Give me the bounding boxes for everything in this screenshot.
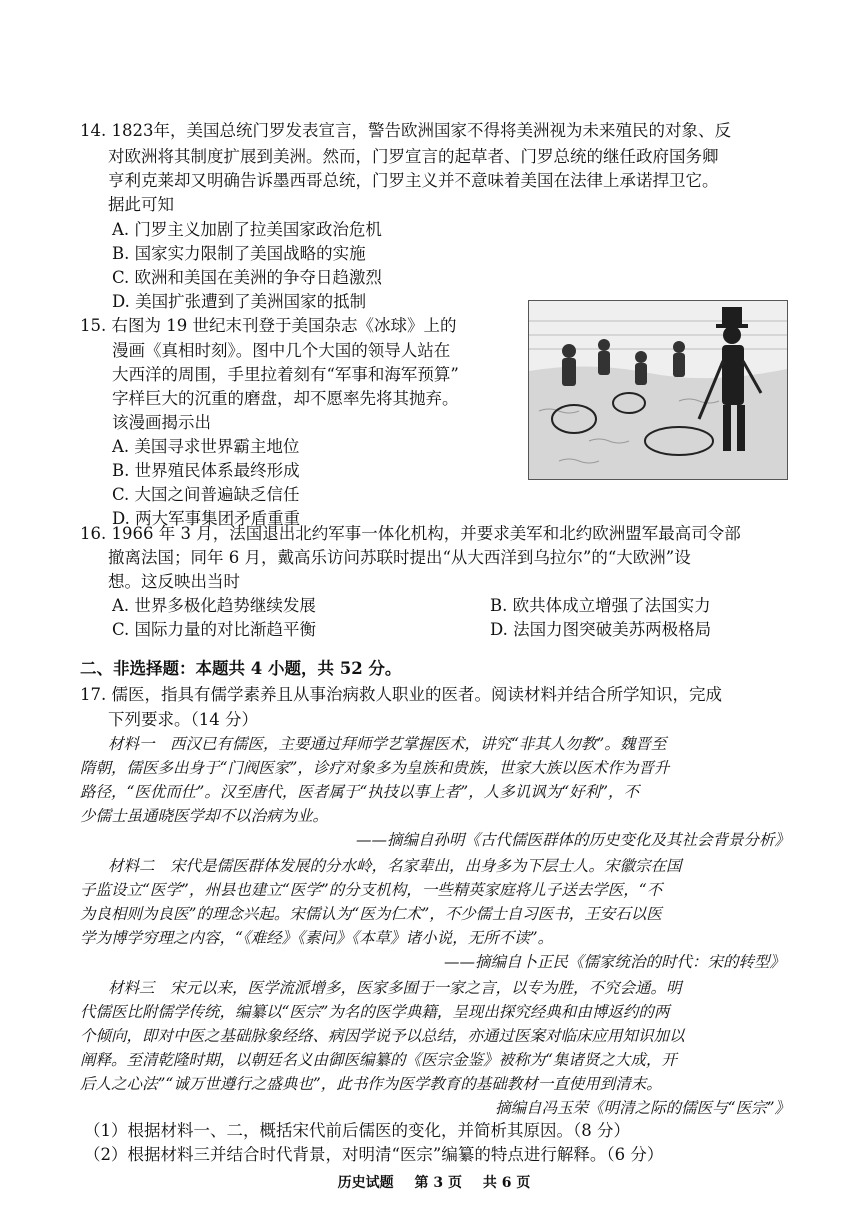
q14-option-d: D. 美国扩张遭到了美洲国家的抵制 bbox=[112, 292, 367, 311]
q14-option-a: A. 门罗主义加剧了拉美国家政治危机 bbox=[112, 220, 382, 239]
political-cartoon-image bbox=[528, 300, 788, 480]
q17-subquestion-2: （2）根据材料三并结合时代背景，对明清“医宗”编纂的特点进行解释。（6 分） bbox=[84, 1145, 664, 1164]
q17-stem-line: 17. 儒医，指具有儒学素养且从事治病救人职业的医者。阅读材料并结合所学知识，完成 bbox=[80, 685, 722, 704]
material-line: 个倾向，即对中医之基础脉象经络、病因学说予以总结，亦通过医案对临床应用知识加以 bbox=[80, 1027, 685, 1045]
q16-stem-line: 撤离法国；同年 6 月，戴高乐访问苏联时提出“从大西洋到乌拉尔”的“大欧洲”设 bbox=[108, 548, 691, 567]
material-line: 阐释。至清乾隆时期，以朝廷名义由御医编纂的《医宗金鉴》被称为“集诸贤之大成，开 bbox=[80, 1051, 677, 1069]
q15-stem-line: 字样巨大的沉重的磨盘，却不愿率先将其抛弃。 bbox=[112, 389, 459, 408]
q17-stem-line: 下列要求。（14 分） bbox=[108, 710, 258, 729]
q15-option-b: B. 世界殖民体系最终形成 bbox=[112, 461, 300, 480]
q15-option-d: D. 两大军事集团矛盾重重 bbox=[112, 509, 301, 528]
q14-stem-line: 对欧洲将其制度扩展到美洲。然而，门罗宣言的起草者、门罗总统的继任政府国务卿 bbox=[108, 147, 719, 166]
q14-stem-line: 亨利克莱却又明确告诉墨西哥总统，门罗主义并不意味着美国在法律上承诺捍卫它。 bbox=[108, 171, 719, 190]
q16-option-d: D. 法国力图突破美苏两极格局 bbox=[490, 620, 712, 639]
q14-option-b: B. 国家实力限制了美国战略的实施 bbox=[112, 244, 366, 263]
footer-subject: 历史试题 bbox=[337, 1175, 394, 1191]
q15-stem-line: 15. 右图为 19 世纪末刊登于美国杂志《冰球》上的 bbox=[80, 316, 457, 335]
material-source: ——摘编自孙明《古代儒医群体的历史变化及其社会背景分析》 bbox=[355, 831, 790, 849]
q16-stem-line: 想。这反映出当时 bbox=[108, 572, 240, 591]
q15-stem-line: 大西洋的周围，手里拉着刻有“军事和海军预算” bbox=[112, 365, 459, 384]
material-line: 材料一 西汉已有儒医，主要通过拜师学艺掌握医术，讲究“非其人勿教”。魏晋至 bbox=[108, 735, 667, 753]
footer-page-number: 第 3 页 bbox=[414, 1175, 462, 1191]
material-line: 材料三 宋元以来，医学流派增多，医家多囿于一家之言，以专为胜，不究会通。明 bbox=[108, 979, 682, 997]
footer-total-pages: 共 6 页 bbox=[482, 1175, 531, 1191]
material-line: 少儒士虽通晓医学却不以治病为业。 bbox=[80, 807, 329, 825]
q15-stem-line: 该漫画揭示出 bbox=[112, 413, 211, 432]
material-source: ——摘编自卜正民《儒家统治的时代：宋的转型》 bbox=[443, 953, 785, 971]
material-line: 路径，“医优而仕”。汉至唐代，医者属于“执技以事上者”，人多讥讽为“好利”，不 bbox=[80, 783, 640, 801]
material-line: 代儒医比附儒学传统，编纂以“医宗”为名的医学典籍，呈现出探究经典和由博返约的两 bbox=[80, 1003, 670, 1021]
q16-option-a: A. 世界多极化趋势继续发展 bbox=[112, 596, 316, 615]
page-footer bbox=[0, 1172, 868, 1192]
cartoon-drawing bbox=[529, 301, 787, 479]
q14-stem-line: 14. 1823年，美国总统门罗发表宣言，警告欧洲国家不得将美洲视为未来殖民的对象、反 bbox=[80, 121, 731, 140]
q17-subquestion-1: （1）根据材料一、二，概括宋代前后儒医的变化，并简析其原因。（8 分） bbox=[84, 1121, 630, 1140]
material-line: 子监设立“医学”，州县也建立“医学”的分支机构，一些精英家庭将儿子送去学医，“不 bbox=[80, 881, 663, 899]
q16-option-b: B. 欧共体成立增强了法国实力 bbox=[490, 596, 711, 615]
material-source: 摘编自冯玉荣《明清之际的儒医与“医宗”》 bbox=[495, 1099, 790, 1117]
material-line: 材料二 宋代是儒医群体发展的分水岭，名家辈出，出身多为下层士人。宋徽宗在国 bbox=[108, 857, 682, 875]
material-line: 后人之心法”“诚万世遵行之盛典也”，此书作为医学教育的基础教材一直使用到清末。 bbox=[80, 1075, 662, 1093]
q15-stem-line: 漫画《真相时刻》。图中几个大国的领导人站在 bbox=[112, 341, 451, 360]
q15-option-c: C. 大国之间普遍缺乏信任 bbox=[112, 485, 300, 504]
q16-stem-line: 16. 1966 年 3 月，法国退出北约军事一体化机构，并要求美军和北约欧洲盟军最高司令部 bbox=[80, 524, 741, 543]
material-line: 学为博学穷理之内容，“《难经》《素问》《本草》诸小说，无所不读”。 bbox=[80, 929, 554, 947]
q16-option-c: C. 国际力量的对比渐趋平衡 bbox=[112, 620, 317, 639]
material-line: 隋朝，儒医多出身于“门阀医家”，诊疗对象多为皇族和贵族，世家大族以医术作为晋升 bbox=[80, 759, 670, 777]
section-heading: 二、非选择题：本题共 4 小题，共 52 分。 bbox=[80, 659, 402, 678]
material-line: 为良相则为良医”的理念兴起。宋儒认为“医为仁术”，不少儒士自习医书，王安石以医 bbox=[80, 905, 662, 923]
q14-option-c: C. 欧洲和美国在美洲的争夺日趋激烈 bbox=[112, 268, 383, 287]
q14-stem-line: 据此可知 bbox=[108, 195, 174, 214]
q15-option-a: A. 美国寻求世界霸主地位 bbox=[112, 437, 300, 456]
